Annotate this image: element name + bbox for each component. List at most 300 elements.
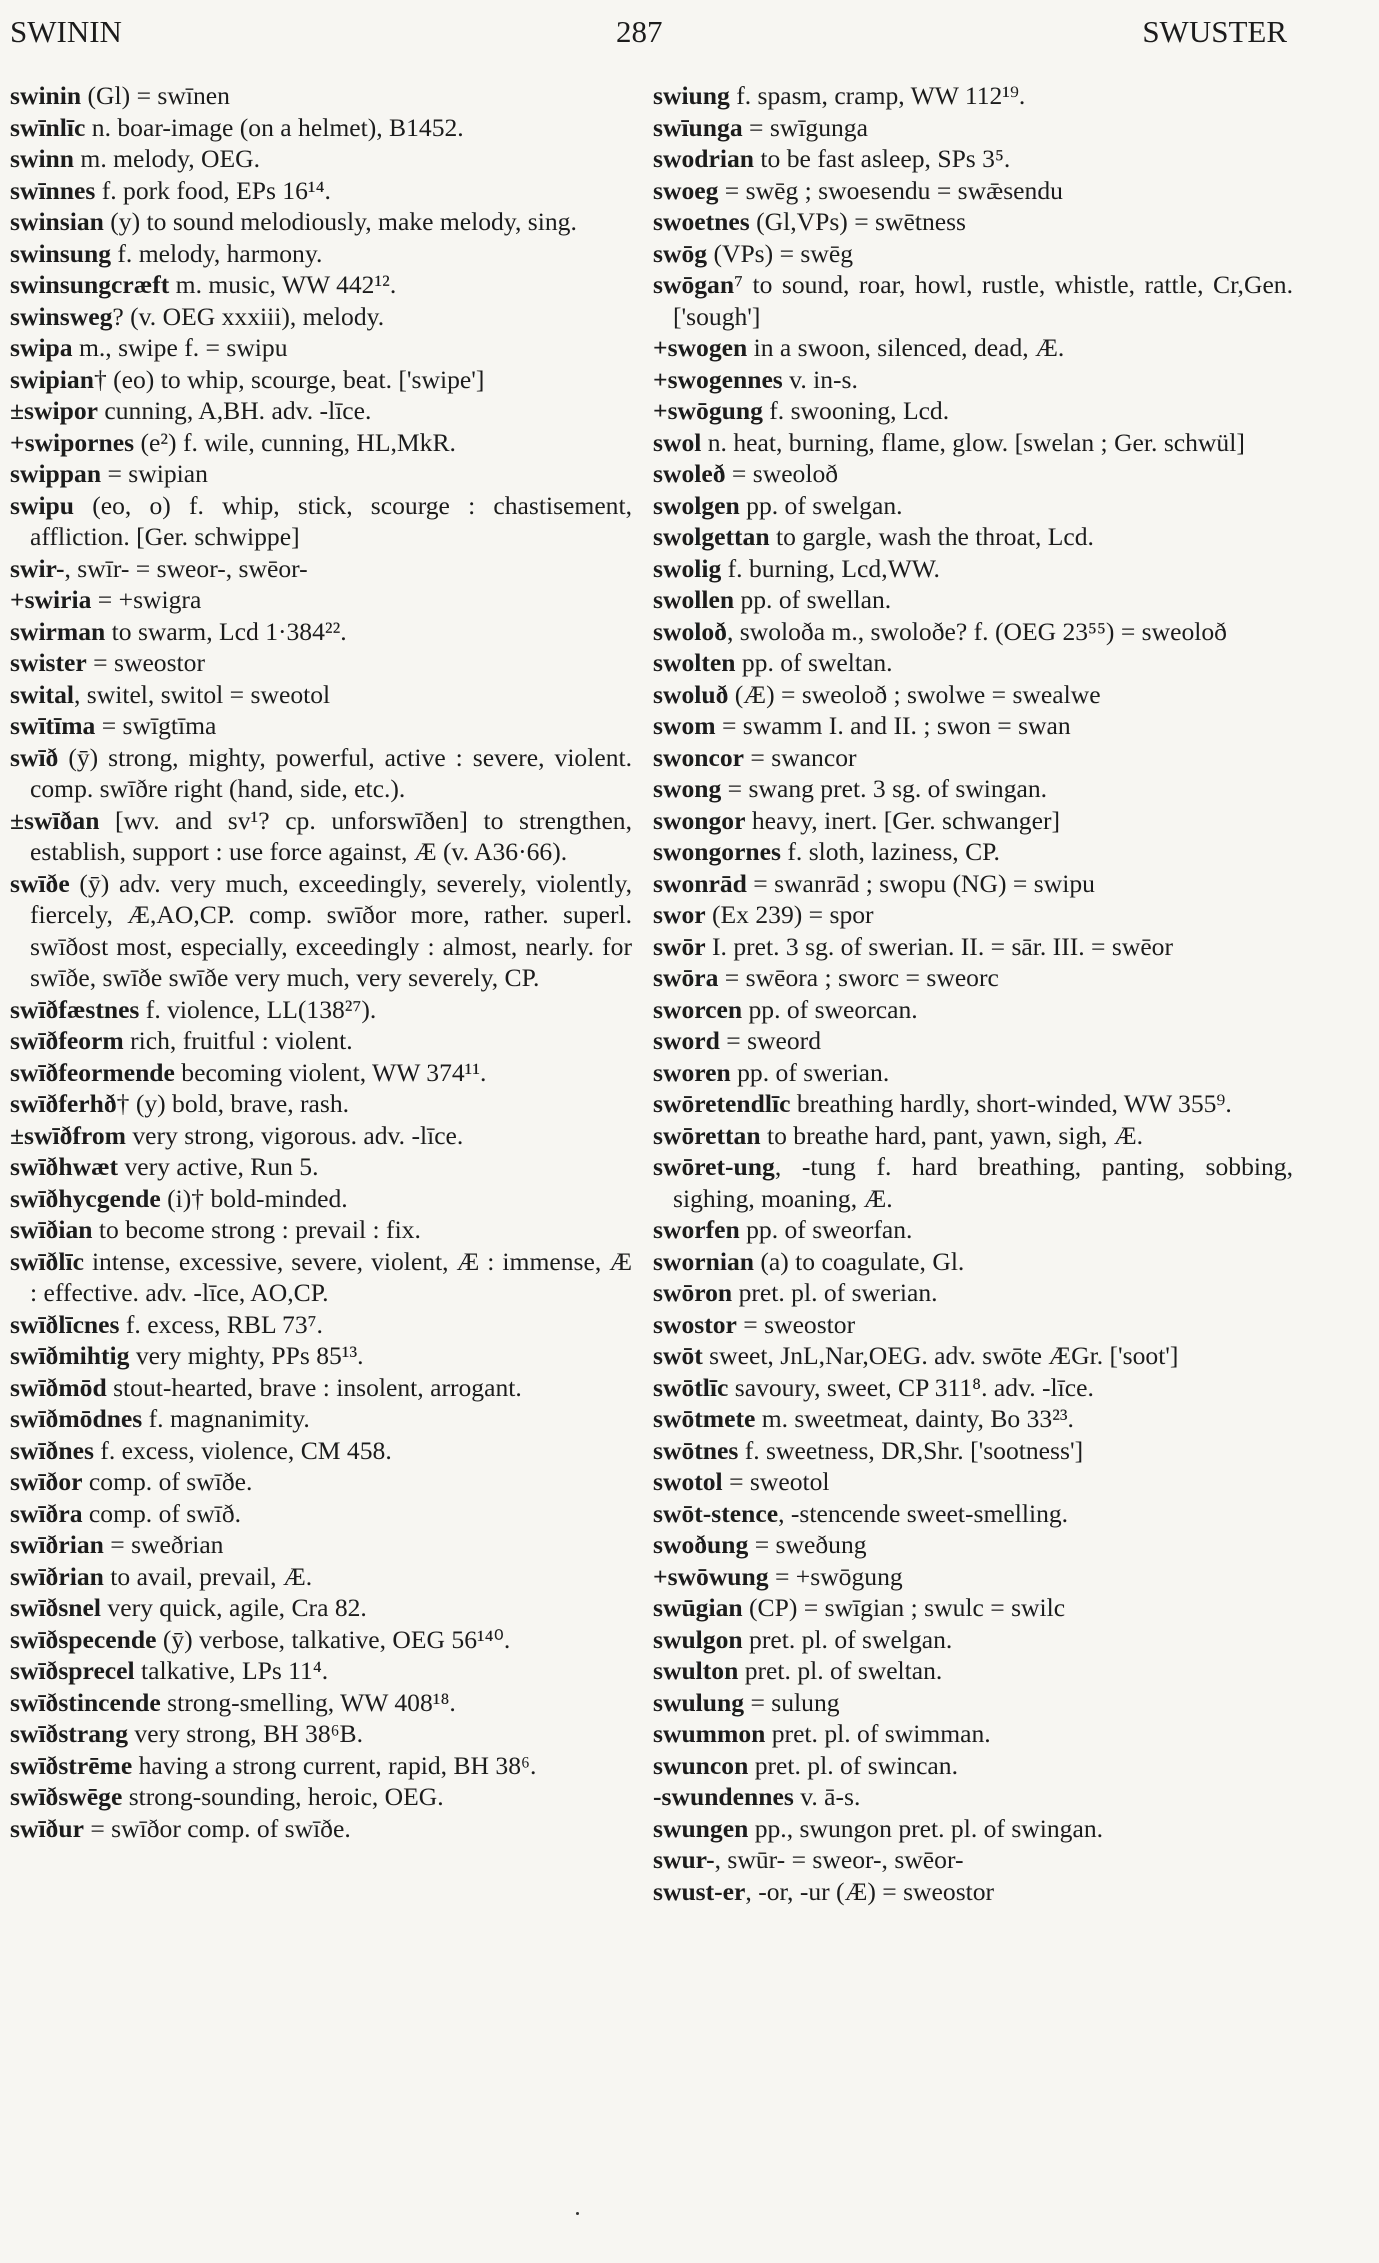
entry-definition: = swipian bbox=[101, 459, 208, 488]
dictionary-entry bbox=[10, 1340, 632, 1372]
dictionary-entry bbox=[10, 1183, 632, 1215]
dictionary-entry bbox=[10, 1498, 632, 1530]
dictionary-entry bbox=[653, 1120, 1293, 1152]
entry-headword: swinn bbox=[10, 144, 75, 173]
entry-headword: swoeg bbox=[653, 175, 719, 205]
entry-headword: swotol bbox=[653, 1467, 723, 1496]
dictionary-entry bbox=[10, 1151, 632, 1183]
dictionary-entry bbox=[653, 1813, 1293, 1845]
entry-headword: swōret-ung bbox=[653, 1152, 775, 1181]
entry-headword: swōg bbox=[653, 238, 708, 268]
entry-headword: swiung bbox=[653, 81, 730, 110]
entry-headword: swīðstrēme bbox=[10, 1750, 133, 1780]
dictionary-entry bbox=[653, 1529, 1293, 1561]
dictionary-entry bbox=[10, 584, 632, 616]
entry-headword: swulung bbox=[653, 1687, 745, 1717]
entry-headword: swīunga bbox=[653, 112, 743, 142]
entry-headword: swolten bbox=[653, 648, 736, 677]
page-header bbox=[0, 14, 1379, 58]
entry-definition: v. in-s. bbox=[782, 364, 858, 394]
entry-definition: = swancor bbox=[744, 742, 857, 772]
page-number: 287 bbox=[616, 14, 663, 49]
entry-definition: very strong, BH 38⁶B. bbox=[128, 1719, 364, 1748]
entry-definition: intense, excessive, severe, violent, Æ : immense, Æ : effective. adv. -līce, AO,CP. bbox=[30, 1246, 632, 1307]
entry-headword: swōtnes bbox=[653, 1435, 739, 1465]
entry-headword: swīðfeorm bbox=[10, 1026, 124, 1055]
entry-definition: very quick, agile, Cra 82. bbox=[101, 1593, 367, 1622]
entry-definition: , -or, -ur (Æ) = sweostor bbox=[745, 1876, 995, 1906]
entry-definition: f. excess, RBL 73⁷. bbox=[119, 1309, 323, 1339]
entry-headword: swīðmōd bbox=[10, 1372, 107, 1402]
entry-headword: swodrian bbox=[653, 144, 754, 173]
entry-definition: v. ā-s. bbox=[793, 1782, 861, 1811]
entry-headword: swīðe bbox=[10, 868, 70, 898]
entry-headword: swir- bbox=[10, 553, 65, 583]
entry-headword: swust-er bbox=[653, 1876, 746, 1906]
entry-headword: swōrettan bbox=[653, 1120, 761, 1150]
dictionary-entry bbox=[653, 868, 1293, 900]
entry-definition: = sulung bbox=[744, 1687, 840, 1717]
entry-definition: = swīgunga bbox=[742, 112, 868, 142]
entry-headword: swōtlīc bbox=[653, 1372, 729, 1402]
entry-definition: m. sweetmeat, dainty, Bo 33²³. bbox=[755, 1404, 1074, 1433]
entry-headword: swōron bbox=[653, 1278, 733, 1307]
entry-headword: swoleð bbox=[653, 459, 726, 488]
dictionary-entry bbox=[10, 994, 632, 1026]
entry-headword: swolgettan bbox=[653, 522, 770, 551]
entry-headword: swīðstrang bbox=[10, 1719, 129, 1748]
dictionary-entry bbox=[653, 710, 1293, 742]
dictionary-entry bbox=[653, 899, 1293, 931]
entry-headword: swummon bbox=[653, 1719, 766, 1748]
entry-headword: swōretendlīc bbox=[653, 1089, 791, 1118]
entry-definition: pp. of sweltan. bbox=[735, 648, 893, 677]
entry-headword: sworcen bbox=[653, 994, 743, 1024]
entry-definition: very active, Run 5. bbox=[118, 1152, 319, 1181]
dictionary-entry bbox=[653, 773, 1293, 805]
dictionary-entry bbox=[653, 836, 1293, 868]
entry-headword: swirman bbox=[10, 616, 106, 646]
dictionary-entry bbox=[10, 647, 632, 679]
dictionary-entry bbox=[653, 175, 1293, 207]
dictionary-entry bbox=[10, 80, 632, 112]
entry-headword: swīðswēge bbox=[10, 1782, 123, 1811]
entry-headword: swōt-stence bbox=[653, 1498, 779, 1528]
dictionary-entry bbox=[653, 1214, 1293, 1246]
dictionary-entry bbox=[653, 1498, 1293, 1530]
dictionary-entry bbox=[653, 616, 1293, 648]
dictionary-entry bbox=[653, 1151, 1293, 1214]
entry-headword: swister bbox=[10, 648, 87, 677]
entry-definition: savoury, sweet, CP 311⁸. adv. -līce. bbox=[728, 1372, 1094, 1402]
entry-definition: = swēg ; swoesendu = swǣsendu bbox=[718, 175, 1063, 205]
entry-headword: sworfen bbox=[653, 1215, 740, 1244]
dictionary-entry bbox=[10, 1561, 632, 1593]
dictionary-entry bbox=[653, 1309, 1293, 1341]
dictionary-entry bbox=[653, 1246, 1293, 1278]
dictionary-entry bbox=[653, 1624, 1293, 1656]
entry-headword: swollen bbox=[653, 585, 735, 614]
entry-headword: swoetnes bbox=[653, 207, 750, 236]
entry-definition: m., swipe f. = swipu bbox=[72, 333, 288, 362]
entry-definition: (Ex 239) = spor bbox=[705, 900, 874, 929]
entry-headword: swītīma bbox=[10, 711, 96, 740]
entry-definition: in a swoon, silenced, dead, Æ. bbox=[747, 333, 1065, 362]
entry-headword: swīðfæstnes bbox=[10, 994, 140, 1024]
entry-headword: swinsung bbox=[10, 238, 112, 268]
header-left-guideword: SWININ bbox=[10, 14, 122, 49]
dictionary-entry bbox=[10, 805, 632, 868]
entry-definition: (ȳ) adv. very much, exceedingly, severely, violently, fiercely, Æ,AO,CP. comp. swīðor more, rather. superl. swīðost most, especially, exceedingly : almost, nearly. for swīðe, swīðe swīðe very much, very severely, CP. bbox=[30, 868, 632, 992]
entry-definition: [wv. and sv¹? cp. unforswīðen] to strengthen, establish, support : use force against, Æ (v. A36·66). bbox=[30, 805, 632, 866]
entry-headword: swostor bbox=[653, 1309, 737, 1339]
entry-headword: +swipornes bbox=[10, 427, 135, 457]
dictionary-entry bbox=[10, 1624, 632, 1656]
entry-headword: swīðra bbox=[10, 1498, 83, 1528]
entry-headword: swoncor bbox=[653, 742, 744, 772]
dictionary-entry bbox=[653, 584, 1293, 616]
dictionary-entry bbox=[653, 206, 1293, 238]
dictionary-entry bbox=[653, 490, 1293, 522]
entry-definition: = sweðrian bbox=[103, 1530, 224, 1559]
dictionary-entry bbox=[10, 364, 632, 396]
entry-definition: = swīgtīma bbox=[95, 711, 217, 740]
entry-definition: (ȳ) verbose, talkative, OEG 56¹⁴⁰. bbox=[156, 1624, 511, 1654]
entry-definition: ? (v. OEG xxxiii), melody. bbox=[112, 301, 385, 331]
dictionary-entry bbox=[653, 458, 1293, 490]
entry-headword: swom bbox=[653, 711, 716, 740]
entry-definition: (eo, o) f. whip, stick, scourge : chastisement, affliction. [Ger. schwippe] bbox=[30, 490, 632, 551]
entry-headword: swīðstincende bbox=[10, 1687, 161, 1717]
entry-headword: swūgian bbox=[653, 1593, 743, 1622]
entry-definition: (CP) = swīgian ; swulc = swilc bbox=[742, 1593, 1066, 1622]
dictionary-entry bbox=[653, 238, 1293, 270]
entry-headword: swipian bbox=[10, 364, 94, 394]
entry-definition: strong-sounding, heroic, OEG. bbox=[122, 1782, 444, 1811]
entry-headword: swong bbox=[653, 774, 722, 803]
entry-definition: = +swōgung bbox=[768, 1561, 903, 1591]
dictionary-entry bbox=[653, 1466, 1293, 1498]
entry-headword: +swōgung bbox=[653, 396, 763, 425]
entry-definition: † (eo) to whip, scourge, beat. ['swipe'] bbox=[93, 364, 485, 394]
dictionary-entry bbox=[653, 80, 1293, 112]
entry-headword: swital bbox=[10, 679, 74, 709]
entry-definition: cunning, A,BH. adv. -līce. bbox=[98, 396, 372, 425]
entry-definition: = sweostor bbox=[736, 1309, 856, 1339]
dictionary-entry bbox=[653, 1844, 1293, 1876]
entry-definition: = swanrād ; swopu (NG) = swipu bbox=[746, 868, 1095, 898]
entry-headword: swor bbox=[653, 900, 706, 929]
entry-definition: f. pork food, EPs 16¹⁴. bbox=[95, 175, 331, 205]
dictionary-entry bbox=[10, 1718, 632, 1750]
dictionary-entry bbox=[10, 1687, 632, 1719]
entry-definition: to breathe hard, pant, yawn, sigh, Æ. bbox=[760, 1120, 1143, 1150]
dictionary-entry bbox=[653, 1340, 1293, 1372]
dictionary-entry bbox=[653, 269, 1293, 332]
left-column bbox=[10, 80, 632, 1844]
dictionary-entry bbox=[10, 175, 632, 207]
entry-definition: to gargle, wash the throat, Lcd. bbox=[769, 522, 1094, 551]
entry-headword: swīðmihtig bbox=[10, 1341, 130, 1370]
entry-definition: m. melody, OEG. bbox=[74, 144, 261, 173]
dictionary-entry bbox=[10, 553, 632, 585]
entry-headword: swōgan bbox=[653, 270, 735, 299]
entry-definition: to become strong : prevail : fix. bbox=[92, 1215, 421, 1244]
entry-headword: swuncon bbox=[653, 1750, 749, 1780]
entry-headword: swīð bbox=[10, 742, 59, 772]
entry-definition: = swēora ; sworc = sweorc bbox=[718, 963, 999, 992]
entry-definition: m. music, WW 442¹². bbox=[169, 270, 397, 299]
entry-definition: , -tung f. hard breathing, panting, sobbing, sighing, moaning, Æ. bbox=[673, 1152, 1293, 1213]
entry-headword: swolgen bbox=[653, 490, 740, 520]
entry-definition: , swīr- = sweor-, swēor- bbox=[64, 553, 308, 583]
dictionary-entry bbox=[653, 805, 1293, 837]
entry-headword: swippan bbox=[10, 459, 102, 488]
entry-headword: swol bbox=[653, 427, 702, 457]
entry-headword: swōr bbox=[653, 931, 706, 961]
entry-headword: swīðferhð bbox=[10, 1089, 117, 1118]
dictionary-entry bbox=[653, 1025, 1293, 1057]
dictionary-entry bbox=[653, 1403, 1293, 1435]
entry-headword: swipu bbox=[10, 490, 75, 520]
dictionary-entry bbox=[653, 427, 1293, 459]
dictionary-entry bbox=[653, 1718, 1293, 1750]
entry-definition: (a) to coagulate, Gl. bbox=[753, 1246, 965, 1276]
dictionary-entry bbox=[653, 1277, 1293, 1309]
entry-definition: stout-hearted, brave : insolent, arrogant. bbox=[106, 1372, 522, 1402]
entry-definition: pp. of swellan. bbox=[734, 585, 892, 614]
entry-definition: † (y) bold, brave, rash. bbox=[116, 1089, 350, 1118]
dictionary-entry bbox=[10, 1655, 632, 1687]
dictionary-entry bbox=[10, 301, 632, 333]
dictionary-entry bbox=[10, 1750, 632, 1782]
dictionary-entry bbox=[10, 1309, 632, 1341]
dictionary-entry bbox=[653, 994, 1293, 1026]
entry-headword: swinsungcræft bbox=[10, 270, 170, 299]
right-column bbox=[653, 80, 1293, 1907]
entry-definition: = +swigra bbox=[91, 585, 202, 614]
entry-headword: swoloð bbox=[653, 616, 727, 646]
entry-headword: swongornes bbox=[653, 837, 781, 866]
entry-definition: (Gl) = swīnen bbox=[81, 81, 230, 110]
dictionary-entry bbox=[10, 1592, 632, 1624]
entry-definition: f. swooning, Lcd. bbox=[762, 396, 950, 425]
dictionary-entry bbox=[10, 616, 632, 648]
entry-headword: ±swīðfrom bbox=[10, 1120, 126, 1150]
entry-definition: sweet, JnL,Nar,OEG. adv. swōte ÆGr. ['soot'] bbox=[702, 1341, 1179, 1370]
dictionary-entry bbox=[653, 553, 1293, 585]
entry-definition: to be fast asleep, SPs 3⁵. bbox=[753, 144, 1011, 173]
entry-headword: ±swipor bbox=[10, 396, 98, 425]
entry-definition: talkative, LPs 11⁴. bbox=[134, 1656, 329, 1685]
entry-definition: pret. pl. of swincan. bbox=[748, 1750, 958, 1780]
entry-definition: n. heat, burning, flame, glow. [swelan ; Ger. schwül] bbox=[701, 427, 1245, 457]
entry-definition: (e²) f. wile, cunning, HL,MkR. bbox=[134, 427, 456, 457]
entry-definition: = sweostor bbox=[86, 648, 205, 677]
entry-definition: (Æ) = sweoloð ; swolwe = swealwe bbox=[728, 679, 1101, 709]
dictionary-entry bbox=[653, 1750, 1293, 1782]
entry-definition: to avail, prevail, Æ. bbox=[103, 1561, 313, 1591]
entry-headword: swungen bbox=[653, 1813, 749, 1843]
entry-headword: +swogen bbox=[653, 333, 748, 362]
entry-headword: swīður bbox=[10, 1813, 84, 1843]
entry-definition: to swarm, Lcd 1·384²². bbox=[105, 616, 347, 646]
entry-definition: , switel, switol = sweotol bbox=[73, 679, 331, 709]
entry-definition: breathing hardly, short-winded, WW 355⁹. bbox=[790, 1089, 1232, 1118]
entry-definition: = sweðung bbox=[748, 1530, 867, 1559]
entry-headword: swīðmōdnes bbox=[10, 1404, 143, 1433]
entry-headword: swinsweg bbox=[10, 301, 113, 331]
entry-headword: +swiria bbox=[10, 585, 92, 614]
entry-definition: pret. pl. of swerian. bbox=[732, 1278, 938, 1307]
entry-headword: swīnlīc bbox=[10, 112, 86, 142]
dictionary-entry bbox=[653, 1781, 1293, 1813]
dictionary-entry bbox=[653, 962, 1293, 994]
entry-headword: swīðian bbox=[10, 1215, 93, 1244]
entry-definition: f. burning, Lcd,WW. bbox=[721, 553, 940, 583]
entry-definition: heavy, inert. [Ger. schwanger] bbox=[745, 805, 1061, 835]
entry-headword: swipa bbox=[10, 333, 73, 362]
entry-headword: swīnnes bbox=[10, 175, 96, 205]
entry-definition: very strong, vigorous. adv. -līce. bbox=[125, 1120, 464, 1150]
dictionary-entry bbox=[10, 1435, 632, 1467]
entry-headword: swīðrian bbox=[10, 1530, 104, 1559]
header-right-guideword: SWUSTER bbox=[1142, 14, 1287, 49]
entry-definition: , swoloða m., swoloðe? f. (OEG 23⁵⁵) = sweoloð bbox=[726, 616, 1227, 646]
entry-headword: swīðlīc bbox=[10, 1246, 84, 1276]
entry-definition: rich, fruitful : violent. bbox=[123, 1026, 353, 1055]
entry-definition: having a strong current, rapid, BH 38⁶. bbox=[132, 1750, 537, 1780]
dictionary-entry bbox=[10, 742, 632, 805]
dictionary-entry bbox=[653, 679, 1293, 711]
dictionary-entry bbox=[10, 710, 632, 742]
entry-definition: = swīðor comp. of swīðe. bbox=[83, 1813, 351, 1843]
entry-headword: swongor bbox=[653, 805, 746, 835]
entry-definition: f. sweetness, DR,Shr. ['sootness'] bbox=[738, 1435, 1084, 1465]
entry-headword: swulgon bbox=[653, 1624, 743, 1654]
entry-headword: swoluð bbox=[653, 679, 729, 709]
stray-mark bbox=[576, 2212, 579, 2215]
entry-definition: (ȳ) strong, mighty, powerful, active : severe, violent. comp. swīðre right (hand, side, etc.). bbox=[30, 742, 632, 803]
entry-headword: sword bbox=[653, 1026, 720, 1055]
dictionary-entry bbox=[10, 238, 632, 270]
entry-definition: pp., swungon pret. pl. of swingan. bbox=[748, 1813, 1104, 1843]
dictionary-entry bbox=[10, 1088, 632, 1120]
entry-definition: , -stencende sweet-smelling. bbox=[778, 1498, 1069, 1528]
entry-definition: f. violence, LL(138²⁷). bbox=[139, 994, 377, 1024]
dictionary-entry bbox=[10, 1057, 632, 1089]
entry-definition: = sweotol bbox=[722, 1467, 830, 1496]
entry-headword: swīðsprecel bbox=[10, 1656, 135, 1685]
dictionary-entry bbox=[10, 206, 632, 238]
entry-headword: +swogennes bbox=[653, 364, 783, 394]
entry-headword: swīðspecende bbox=[10, 1624, 157, 1654]
dictionary-entry bbox=[653, 647, 1293, 679]
entry-definition: comp. of swīðe. bbox=[82, 1467, 253, 1496]
entry-definition: becoming violent, WW 374¹¹. bbox=[174, 1057, 487, 1087]
entry-headword: swornian bbox=[653, 1246, 754, 1276]
entry-definition: f. excess, violence, CM 458. bbox=[93, 1435, 392, 1465]
entry-headword: swōtmete bbox=[653, 1404, 756, 1433]
dictionary-entry bbox=[10, 1529, 632, 1561]
dictionary-entry bbox=[653, 1435, 1293, 1467]
entry-headword: -swundennes bbox=[653, 1782, 794, 1811]
dictionary-entry bbox=[10, 458, 632, 490]
entry-definition: = swang pret. 3 sg. of swingan. bbox=[721, 774, 1048, 803]
dictionary-entry bbox=[653, 1592, 1293, 1624]
entry-definition: f. spasm, cramp, WW 112¹⁹. bbox=[729, 81, 1026, 110]
entry-headword: swinin bbox=[10, 81, 82, 110]
dictionary-entry bbox=[10, 395, 632, 427]
entry-headword: swīðor bbox=[10, 1467, 83, 1496]
dictionary-entry bbox=[653, 395, 1293, 427]
entry-headword: swur- bbox=[653, 1845, 715, 1874]
dictionary-entry bbox=[653, 143, 1293, 175]
entry-definition: ⁷ to sound, roar, howl, rustle, whistle, rattle, Cr,Gen. ['sough'] bbox=[673, 270, 1293, 331]
dictionary-entry bbox=[653, 1088, 1293, 1120]
dictionary-entry bbox=[10, 490, 632, 553]
dictionary-entry bbox=[10, 1246, 632, 1309]
entry-definition: f. magnanimity. bbox=[142, 1404, 310, 1433]
dictionary-entry bbox=[10, 112, 632, 144]
entry-headword: swīðrian bbox=[10, 1561, 104, 1591]
dictionary-entry bbox=[653, 332, 1293, 364]
dictionary-entry bbox=[10, 332, 632, 364]
entry-headword: swīðnes bbox=[10, 1435, 94, 1465]
entry-definition: pret. pl. of sweltan. bbox=[738, 1656, 943, 1685]
entry-headword: swīðlīcnes bbox=[10, 1309, 120, 1339]
entry-headword: swīðsnel bbox=[10, 1593, 102, 1622]
dictionary-entry bbox=[10, 868, 632, 994]
dictionary-entry bbox=[10, 1781, 632, 1813]
dictionary-entry bbox=[653, 1372, 1293, 1404]
dictionary-entry bbox=[653, 1057, 1293, 1089]
entry-headword: swīðhwæt bbox=[10, 1152, 119, 1181]
entry-headword: swōt bbox=[653, 1341, 703, 1370]
dictionary-entry bbox=[653, 1655, 1293, 1687]
entry-definition: (Gl,VPs) = swētness bbox=[749, 207, 967, 236]
entry-headword: swīðfeormende bbox=[10, 1057, 175, 1087]
entry-definition: , swūr- = sweor-, swēor- bbox=[714, 1845, 964, 1874]
entry-definition: f. melody, harmony. bbox=[111, 238, 323, 268]
dictionary-entry bbox=[653, 112, 1293, 144]
entry-definition: (y) to sound melodiously, make melody, sing. bbox=[103, 207, 577, 236]
entry-definition: = sweoloð bbox=[725, 459, 839, 488]
entry-definition: (VPs) = swēg bbox=[707, 238, 853, 268]
dictionary-entry bbox=[10, 269, 632, 301]
entry-definition: n. boar-image (on a helmet), B1452. bbox=[85, 112, 464, 142]
entry-definition: pp. of swerian. bbox=[730, 1057, 890, 1087]
entry-definition: (i)† bold-minded. bbox=[160, 1183, 348, 1213]
entry-headword: swolig bbox=[653, 553, 722, 583]
entry-headword: swōra bbox=[653, 963, 719, 992]
dictionary-entry bbox=[10, 1025, 632, 1057]
entry-headword: swinsian bbox=[10, 207, 104, 236]
entry-definition: very mighty, PPs 85¹³. bbox=[129, 1341, 364, 1370]
entry-definition: comp. of swīð. bbox=[82, 1498, 242, 1528]
dictionary-entry bbox=[10, 1214, 632, 1246]
entry-headword: +swōwung bbox=[653, 1561, 769, 1591]
dictionary-entry bbox=[10, 1120, 632, 1152]
entry-definition: = sweord bbox=[719, 1026, 821, 1055]
entry-definition: strong-smelling, WW 408¹⁸. bbox=[160, 1687, 456, 1717]
dictionary-entry bbox=[653, 1687, 1293, 1719]
dictionary-entry bbox=[10, 1403, 632, 1435]
entry-headword: sworen bbox=[653, 1057, 731, 1087]
entry-headword: swīðhycgende bbox=[10, 1183, 161, 1213]
entry-definition: pret. pl. of swelgan. bbox=[742, 1624, 953, 1654]
entry-definition: pp. of sweorfan. bbox=[739, 1215, 913, 1244]
